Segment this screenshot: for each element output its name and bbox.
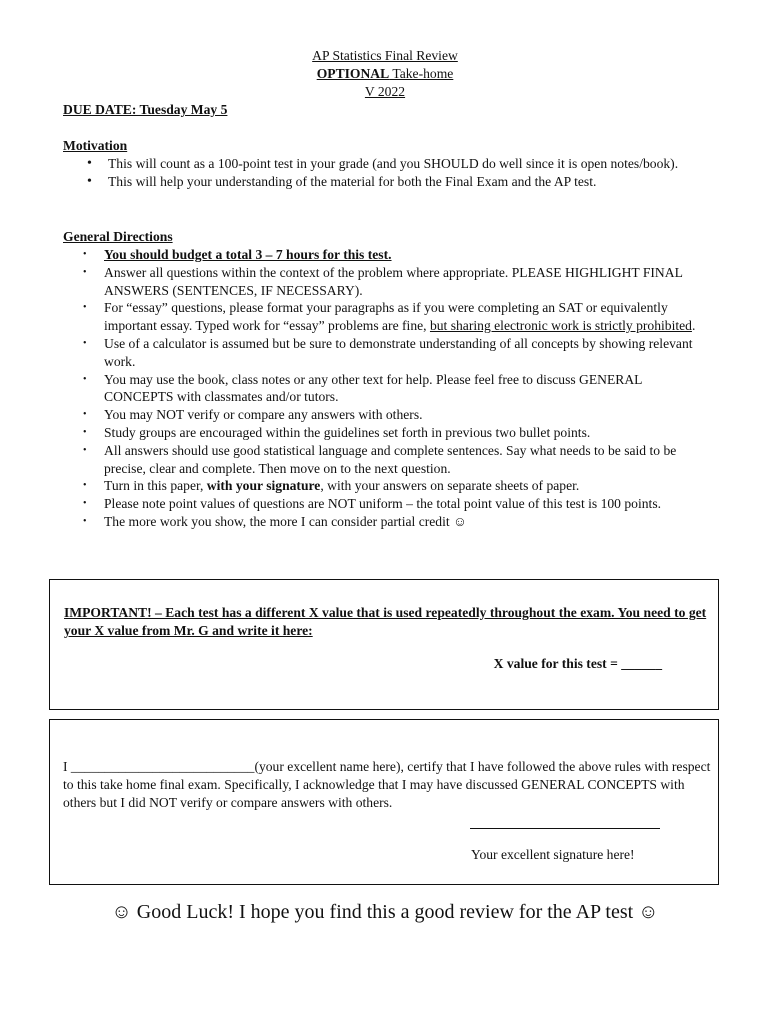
direction-item <box>63 246 713 264</box>
direction-signature-bold: with your signature <box>206 478 321 494</box>
header-subtitle <box>0 65 770 83</box>
motivation-item: • This will help your understanding of the material for both the Final Exam and the AP test. <box>63 173 693 191</box>
header-version: V 2022 <box>364 84 406 99</box>
certification-box <box>49 719 719 885</box>
direction-item <box>63 299 713 335</box>
header-optional: OPTIONAL <box>316 66 390 81</box>
document-header <box>0 47 770 101</box>
header-takehome: Take-home <box>389 66 454 81</box>
direction-item: • You may use the book, class notes or any other text for help. Please feel free to discuss GENERAL CONCEPTS with classmates and/or tutors. <box>63 371 713 407</box>
direction-item: • Study groups are encouraged within the guidelines set forth in previous two bullet points. <box>63 424 713 442</box>
direction-turnin-rest: , with your answers on separate sheets of paper. <box>320 478 580 494</box>
direction-item: • The more work you show, the more I can consider partial credit ☺ <box>63 513 713 531</box>
motivation-title: Motivation <box>63 138 128 153</box>
certification-text: I ___________________________(your excellent name here), certify that I have followed the above rules with respect to this take home final exam. Specifically, I acknowledge that I may have discussed GENERAL CONCEPTS with others but I did NOT verify or compare answers with others. <box>63 759 711 810</box>
closing-message: ☺ Good Luck! I hope you find this a good review for the AP test ☺ <box>111 901 659 923</box>
important-box <box>49 579 719 710</box>
due-date: DUE DATE: Tuesday May 5 <box>63 102 228 117</box>
direction-turnin-text: Turn in this paper, <box>104 478 207 494</box>
header-title: AP Statistics Final Review <box>312 48 458 63</box>
direction-essay-warning: but sharing electronic work is strictly prohibited <box>429 318 692 334</box>
direction-item: • Use of a calculator is assumed but be sure to demonstrate understanding of all concepts by showing relevant work. <box>63 335 713 371</box>
motivation-list <box>63 155 693 191</box>
directions-list <box>63 246 713 531</box>
direction-item: • You may NOT verify or compare any answers with others. <box>63 406 713 424</box>
important-text: IMPORTANT! – Each test has a different X value that is used repeatedly throughout the exam. You need to get your X value from Mr. G and write it here: <box>64 605 707 638</box>
x-value-field[interactable]: X value for this test = ______ <box>493 656 662 671</box>
direction-budget-text: You should budget a total 3 – 7 hours for this test. <box>104 247 392 262</box>
motivation-item: • This will count as a 100-point test in your grade (and you SHOULD do well since it is open notes/book). <box>63 155 693 173</box>
directions-title: General Directions <box>63 229 173 244</box>
direction-item: • Answer all questions within the context of the problem where appropriate. PLEASE HIGHLIGHT FINAL ANSWERS (SENTENCES, IF NECESSARY). <box>63 264 713 300</box>
signature-line[interactable] <box>470 828 660 829</box>
direction-item: • Please note point values of questions are NOT uniform – the total point value of this test is 100 points. <box>63 495 713 513</box>
direction-item <box>63 477 713 495</box>
direction-item: • All answers should use good statistical language and complete sentences. Say what needs to be said to be precise, clear and complete. Then move on to the next question. <box>63 442 713 478</box>
direction-essay-period: . <box>691 318 696 334</box>
direction-essay-text: For “essay” questions, please format your paragraphs as if you were completing an SAT or equivalently important essay. Typed work for “essay” problems are fine, <box>104 300 668 334</box>
signature-label: Your excellent signature here! <box>471 847 635 862</box>
